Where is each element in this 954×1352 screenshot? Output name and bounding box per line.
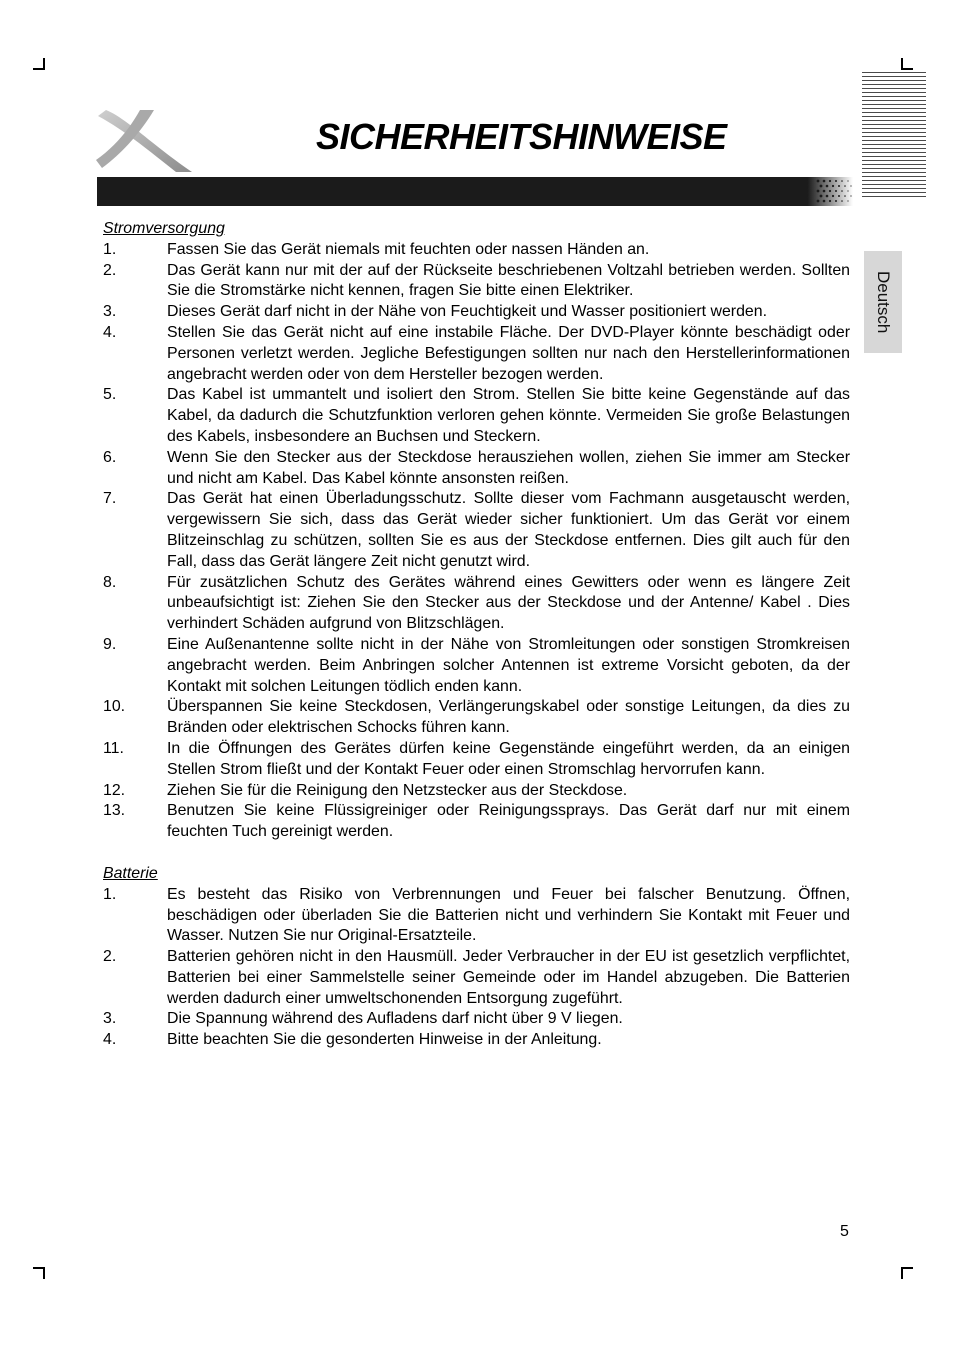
section-heading-stromversorgung: Stromversorgung <box>103 220 225 237</box>
item-text: Das Gerät kann nur mit der auf der Rückseite beschriebenen Voltzahl betrieben werden. Sollten Sie die Stromstärke nicht kennen, fragen Sie bitte einen Elektriker. <box>167 261 850 300</box>
item-text: Stellen Sie das Gerät nicht auf eine instabile Fläche. Der DVD-Player könnte beschädigt oder Personen verletzt werden. Jegliche Befestigungen sollten nur nach den Herstellerinformationen angebracht werden oder von dem Hersteller bezogen werden. <box>167 323 850 383</box>
list-item <box>103 323 850 385</box>
item-text: Das Gerät hat einen Überladungsschutz. Sollte dieser vom Fachmann ausgetauscht werden, vergewissern Sie sich, dass das Gerät wieder sicher funktioniert. Um das Gerät vor einem Blitzeinschlag zu schützen, sollten Sie es aus der Steckdose entfernen. Dies gilt auch für den Fall, dass das Gerät längere Zeit nicht genutzt wird. <box>167 490 850 570</box>
item-text: Wenn Sie den Stecker aus der Steckdose herausziehen wollen, ziehen Sie immer am Stecker und nicht am Kabel. Das Kabel könnte ansonsten reißen. <box>167 448 850 487</box>
item-number: 8. <box>103 573 117 591</box>
list-item <box>103 302 850 323</box>
section-spacer <box>103 843 850 864</box>
list-item <box>103 385 850 447</box>
crop-mark-bottom-left <box>43 1267 45 1279</box>
list-item <box>103 885 850 947</box>
item-text: Bitte beachten Sie die gesonderten Hinweise in der Anleitung. <box>167 1031 602 1049</box>
item-text: Benutzen Sie keine Flüssigreiniger oder Reinigungssprays. Das Gerät darf nur mit einem feuchten Tuch gereinigt werden. <box>167 802 850 841</box>
list-item <box>103 1009 850 1030</box>
item-number: 1. <box>103 240 117 258</box>
item-text: Ziehen Sie für die Reinigung den Netzstecker aus der Steckdose. <box>167 781 628 799</box>
safety-content <box>103 219 850 1051</box>
item-text: Es besteht das Risiko von Verbrennungen und Feuer bei falscher Benutzung. Öffnen, beschädigen oder überladen Sie die Batterien nicht und verhindern Sie Kontakt mit Feuer und Wasser. Nutzen Sie nur Original-Ersatzteile. <box>167 885 850 945</box>
list-item <box>103 261 850 303</box>
item-number: 5. <box>103 386 117 404</box>
item-text: Dieses Gerät darf nicht in der Nähe von Feuchtigkeit und Wasser positioniert werden. <box>167 303 768 321</box>
list-item <box>103 947 850 1009</box>
item-number: 4. <box>103 1031 117 1049</box>
item-number: 13. <box>103 802 126 820</box>
crop-mark-bottom-right <box>901 1267 903 1279</box>
list-item <box>103 801 850 843</box>
list-item <box>103 448 850 490</box>
item-number: 4. <box>103 323 117 341</box>
item-number: 11. <box>103 739 124 757</box>
item-number: 10. <box>103 698 126 716</box>
list-item <box>103 739 850 781</box>
item-text: Fassen Sie das Gerät niemals mit feuchten oder nassen Händen an. <box>167 240 650 258</box>
language-tab-label: Deutsch <box>874 270 893 334</box>
list-item <box>103 573 850 635</box>
page-title: SICHERHEITSHINWEISE <box>316 116 727 157</box>
item-number: 2. <box>103 261 117 279</box>
list-item <box>103 697 850 739</box>
item-text: Überspannen Sie keine Steckdosen, Verlängerungskabel oder sonstige Leitungen, da dies zu Bränden oder elektrischen Schocks führen kann. <box>167 698 850 737</box>
xoro-x-logo-icon <box>96 108 194 174</box>
list-item <box>103 781 850 802</box>
item-text: Das Kabel ist ummantelt und isoliert den Strom. Stellen Sie bitte keine Gegenstände auf das Kabel, da dadurch die Schutzfunktion verloren gehen könnte. Vermeiden Sie große Belastungen des Kabels, insbesondere an Buchsen und Steckern. <box>167 386 850 445</box>
item-number: 9. <box>103 635 117 653</box>
item-text: Eine Außenantenne sollte nicht in der Nähe von Stromleitungen oder sonstigen Stromkreisen angebracht werden. Beim Anbringen solcher Antennen ist extreme Vorsicht geboten, da der Kontakt mit solchen Leitungen tödlich enden kann. <box>167 635 850 695</box>
item-number: 1. <box>103 885 117 903</box>
title-bar <box>97 177 853 206</box>
list-item <box>103 240 850 261</box>
decorative-stripes <box>862 72 926 200</box>
title-bar-dot-fade <box>814 177 854 206</box>
item-number: 3. <box>103 1010 117 1028</box>
list-item <box>103 489 850 572</box>
item-number: 7. <box>103 490 117 508</box>
item-number: 12. <box>103 781 126 799</box>
section-heading-batterie: Batterie <box>103 864 158 882</box>
list-item <box>103 635 850 697</box>
item-text: In die Öffnungen des Gerätes dürfen keine Gegenstände eingeführt werden, da an einigen Stellen Strom fließt und der Kontakt Feuer oder einen Stromschlag hervorrufen kann. <box>167 739 850 778</box>
item-text: Die Spannung während des Aufladens darf nicht über 9 V liegen. <box>167 1010 623 1028</box>
item-number: 2. <box>103 948 117 966</box>
page-number: 5 <box>840 1223 849 1240</box>
item-number: 6. <box>103 448 117 466</box>
list-item <box>103 1030 850 1051</box>
item-number: 3. <box>103 303 117 321</box>
crop-mark-top-left <box>33 68 45 70</box>
crop-mark-top-right <box>901 68 913 70</box>
item-text: Für zusätzlichen Schutz des Gerätes während eines Gewitters oder wenn es längere Zeit unbeaufsichtigt ist: Ziehen Sie den Stecker aus der Steckdose und der Antenne/ Kabel . Dies verhindert Schäden aufgrund von Blitzschlägen. <box>167 573 850 633</box>
language-tab <box>864 251 902 353</box>
item-text: Batterien gehören nicht in den Hausmüll. Jeder Verbraucher in der EU ist gesetzlich verpflichtet, Batterien bei einer Sammelstelle seiner Gemeinde oder im Handel abzugeben. Die Batterien werden dadurch einer umweltschonenden Entsorgung zugeführt. <box>167 948 850 1007</box>
